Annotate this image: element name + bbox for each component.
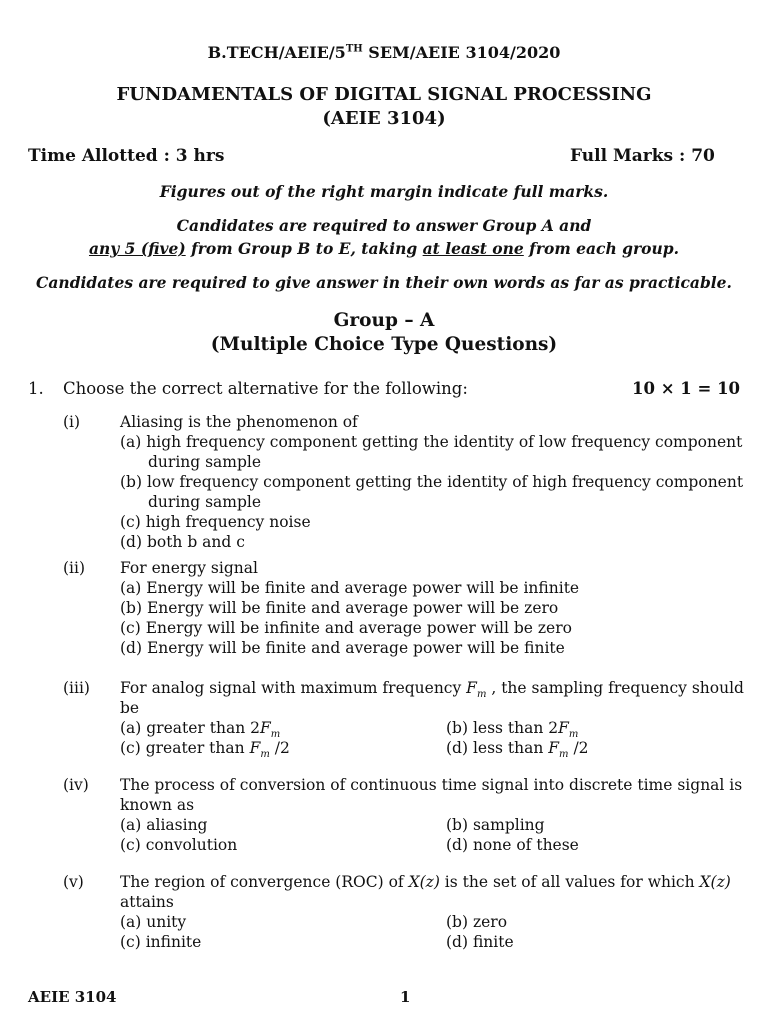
question-text: Choose the correct alternative for the following: <box>63 379 468 398</box>
option-b: (b) sampling <box>446 816 545 834</box>
paper-code-suffix: SEM/AEIE 3104/2020 <box>362 43 561 62</box>
page-number: 1 <box>400 988 411 1006</box>
paper-title: FUNDAMENTALS OF DIGITAL SIGNAL PROCESSING <box>116 84 652 105</box>
math-sub: m <box>559 749 569 761</box>
question-marks: 10 × 1 = 10 <box>632 379 741 398</box>
subquestion-number: (i) <box>63 413 81 431</box>
group-subtitle: (Multiple Choice Type Questions) <box>210 334 558 355</box>
option-c-text: (c) greater than <box>120 739 250 757</box>
math-fm <box>466 679 487 701</box>
subquestion-text: Aliasing is the phenomenon of <box>120 413 358 431</box>
question-number: 1. <box>28 379 44 398</box>
option-d <box>446 739 589 760</box>
option-b: (b) zero <box>446 913 508 931</box>
math-var: F <box>558 719 569 737</box>
full-marks: Full Marks : 70 <box>570 146 715 166</box>
option-b: (b) low frequency component getting the identity of high frequency component <box>120 473 744 491</box>
group-title: Group – A <box>333 310 435 331</box>
subquestion-number: (iv) <box>63 776 89 794</box>
math-fm <box>548 739 569 761</box>
math-fm <box>249 739 270 761</box>
option-b-text: (b) less than 2 <box>446 719 559 737</box>
option-c-suffix: /2 <box>269 739 290 757</box>
instruction-line-4: Candidates are required to give answer in their own words as far as practicable. <box>36 273 732 292</box>
option-c: (c) convolution <box>120 836 238 854</box>
instruction-any-five: any 5 (five) <box>88 239 186 258</box>
subquestion-text-continued: attains <box>120 893 174 911</box>
math-xz: X(z) <box>408 873 440 891</box>
option-c: (c) infinite <box>120 933 202 951</box>
option-d: (d) none of these <box>446 836 579 854</box>
math-fm <box>558 719 579 741</box>
instruction-line-1: Figures out of the right margin indicate full marks. <box>159 182 609 201</box>
instruction-line-2: Candidates are required to answer Group A and <box>176 216 592 235</box>
subquestion-number: (ii) <box>63 559 86 577</box>
footer-paper-code: AEIE 3104 <box>28 988 117 1006</box>
option-b <box>446 719 578 740</box>
option-b-continued: during sample <box>148 493 262 511</box>
subquestion-text <box>120 873 731 891</box>
math-sub: m <box>270 729 281 741</box>
instruction-at-least-one: at least one <box>422 239 524 258</box>
subquestion-text: The process of conversion of continuous time signal into discrete time signal is <box>120 776 743 794</box>
subquestion-text-part: For analog signal with maximum frequency <box>120 679 467 697</box>
option-a-text: (a) greater than 2 <box>120 719 260 737</box>
subquestion-text <box>120 679 744 700</box>
math-var: F <box>466 679 477 697</box>
instruction-text: from Group B to E, taking <box>185 239 423 258</box>
option-d: (d) finite <box>446 933 514 951</box>
time-allotted: Time Allotted : 3 hrs <box>28 146 225 166</box>
subquestion-text: For energy signal <box>120 559 258 577</box>
option-d-suffix: /2 <box>568 739 589 757</box>
option-a: (a) Energy will be finite and average power will be infinite <box>120 579 580 597</box>
instruction-line-3 <box>0 239 768 258</box>
option-d: (d) Energy will be finite and average power will be finite <box>120 639 565 657</box>
option-c: (c) high frequency noise <box>120 513 311 531</box>
option-b: (b) Energy will be finite and average power will be zero <box>120 599 559 617</box>
math-var: F <box>259 719 271 737</box>
option-a <box>120 719 280 740</box>
option-d-text: (d) less than <box>446 739 549 757</box>
math-xz: X(z) <box>699 873 731 891</box>
math-sub: m <box>476 689 487 701</box>
subquestion-number: (iii) <box>63 679 90 697</box>
option-c <box>120 739 290 760</box>
subquestion-number: (v) <box>63 873 84 891</box>
option-d: (d) both b and c <box>120 533 245 551</box>
math-sub: m <box>260 749 270 761</box>
option-a-continued: during sample <box>148 453 262 471</box>
math-fm <box>259 719 281 741</box>
option-c: (c) Energy will be infinite and average power will be zero <box>120 619 572 637</box>
paper-code <box>0 43 768 62</box>
math-var: F <box>548 739 560 757</box>
subquestion-text-continued: known as <box>120 796 195 814</box>
math-var: F <box>249 739 261 757</box>
paper-subtitle: (AEIE 3104) <box>322 108 446 129</box>
option-a: (a) unity <box>120 913 187 931</box>
option-a: (a) high frequency component getting the identity of low frequency component <box>120 433 743 451</box>
subquestion-text-part: The region of convergence (ROC) of <box>120 873 409 891</box>
subquestion-text-part: , the sampling frequency should <box>486 679 744 697</box>
paper-code-prefix: B.TECH/AEIE/5 <box>207 43 346 62</box>
math-sub: m <box>568 729 579 741</box>
paper-code-superscript: TH <box>345 43 363 55</box>
subquestion-text-part: is the set of all values for which <box>439 873 700 891</box>
option-a: (a) aliasing <box>120 816 208 834</box>
subquestion-text-continued: be <box>120 699 140 717</box>
instruction-text: from each group. <box>523 239 680 258</box>
